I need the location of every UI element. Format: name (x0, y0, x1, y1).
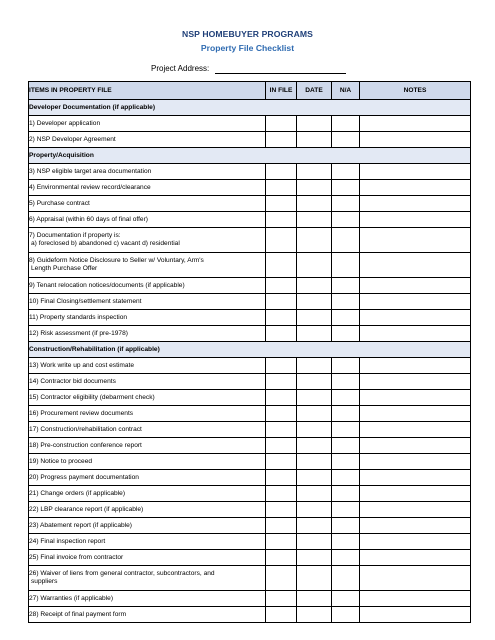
item-cell (29, 591, 266, 607)
notes-box[interactable] (360, 253, 471, 278)
item-sublabel: a) foreclosed b) abandoned c) vacant d) residential (31, 240, 180, 247)
in-file-box[interactable] (266, 164, 297, 180)
item-cell (29, 164, 266, 180)
notes-box[interactable] (360, 502, 471, 518)
date-box[interactable] (297, 550, 332, 566)
item-cell (29, 607, 266, 623)
date-box[interactable] (297, 180, 332, 196)
in-file-box[interactable] (266, 591, 297, 607)
checklist-body (29, 100, 471, 623)
item-cell (29, 566, 266, 591)
checklist-row (29, 180, 471, 196)
checklist-row (29, 196, 471, 212)
na-box[interactable] (332, 326, 360, 342)
item-cell (29, 422, 266, 438)
in-file-box[interactable] (266, 116, 297, 132)
item-label: 22) LBP clearance report (if applicable) (29, 505, 144, 513)
date-box[interactable] (297, 326, 332, 342)
notes-box[interactable] (360, 326, 471, 342)
item-label: 4) Environmental review record/clearance (29, 183, 151, 191)
in-file-box[interactable] (266, 550, 297, 566)
na-box[interactable] (332, 278, 360, 294)
notes-box[interactable] (360, 294, 471, 310)
checklist-row (29, 438, 471, 454)
na-box[interactable] (332, 566, 360, 591)
notes-box[interactable] (360, 196, 471, 212)
date-box[interactable] (297, 253, 332, 278)
item-label: 13) Work write up and cost estimate (29, 361, 135, 369)
item-label: 14) Contractor bid documents (29, 377, 116, 385)
notes-box[interactable] (360, 534, 471, 550)
in-file-box[interactable] (266, 294, 297, 310)
item-cell (29, 212, 266, 228)
na-box[interactable] (332, 228, 360, 253)
item-cell (29, 470, 266, 486)
column-header-items: ITEMS IN PROPERTY FILE (29, 82, 266, 100)
date-box[interactable] (297, 486, 332, 502)
na-box[interactable] (332, 454, 360, 470)
notes-box[interactable] (360, 518, 471, 534)
notes-box[interactable] (360, 486, 471, 502)
item-label: 12) Risk assessment (if pre-1978) (29, 329, 128, 337)
notes-box[interactable] (360, 132, 471, 148)
checklist-row (29, 116, 471, 132)
section-title: Developer Documentation (if applicable) (29, 100, 471, 116)
in-file-box[interactable] (266, 180, 297, 196)
in-file-box[interactable] (266, 374, 297, 390)
notes-box[interactable] (360, 374, 471, 390)
checklist-row (29, 310, 471, 326)
section-row (29, 342, 471, 358)
notes-box[interactable] (360, 470, 471, 486)
in-file-box[interactable] (266, 228, 297, 253)
na-box[interactable] (332, 390, 360, 406)
item-sublabel: suppliers (31, 578, 58, 585)
notes-box[interactable] (360, 438, 471, 454)
checklist-row (29, 470, 471, 486)
in-file-box[interactable] (266, 470, 297, 486)
item-cell (29, 326, 266, 342)
date-box[interactable] (297, 422, 332, 438)
notes-box[interactable] (360, 310, 471, 326)
notes-box[interactable] (360, 358, 471, 374)
item-cell (29, 518, 266, 534)
checklist-table (28, 81, 471, 623)
item-cell (29, 454, 266, 470)
na-box[interactable] (332, 310, 360, 326)
checklist-row (29, 502, 471, 518)
item-cell (29, 196, 266, 212)
item-label: 15) Contractor eligibility (debarment check) (29, 393, 155, 401)
column-header-na: N/A (332, 82, 360, 100)
checklist-row (29, 374, 471, 390)
item-label: 19) Notice to proceed (29, 457, 93, 465)
item-cell (29, 390, 266, 406)
na-box[interactable] (332, 294, 360, 310)
checklist-row (29, 550, 471, 566)
in-file-box[interactable] (266, 253, 297, 278)
notes-box[interactable] (360, 116, 471, 132)
item-label: 7) Documentation if property is: (29, 232, 121, 239)
in-file-box[interactable] (266, 566, 297, 591)
item-label: 10) Final Closing/settlement statement (29, 297, 142, 305)
checklist-row (29, 406, 471, 422)
checklist-row (29, 422, 471, 438)
na-box[interactable] (332, 116, 360, 132)
in-file-box[interactable] (266, 438, 297, 454)
item-sublabel: Length Purchase Offer (31, 265, 98, 272)
na-box[interactable] (332, 486, 360, 502)
checklist-row (29, 278, 471, 294)
item-cell (29, 278, 266, 294)
na-box[interactable] (332, 534, 360, 550)
section-title: Property/Acquisition (29, 148, 471, 164)
notes-box[interactable] (360, 406, 471, 422)
date-box[interactable] (297, 502, 332, 518)
in-file-box[interactable] (266, 358, 297, 374)
in-file-box[interactable] (266, 486, 297, 502)
na-box[interactable] (332, 180, 360, 196)
checklist-row (29, 164, 471, 180)
date-box[interactable] (297, 212, 332, 228)
item-cell (29, 253, 266, 278)
notes-box[interactable] (360, 180, 471, 196)
date-box[interactable] (297, 591, 332, 607)
na-box[interactable] (332, 358, 360, 374)
checklist-row (29, 228, 471, 253)
document-title: NSP HOMEBUYER PROGRAMS (182, 29, 313, 39)
item-label: 23) Abatement report (if applicable) (29, 521, 132, 529)
na-box[interactable] (332, 374, 360, 390)
date-box[interactable] (297, 438, 332, 454)
in-file-box[interactable] (266, 406, 297, 422)
item-cell (29, 550, 266, 566)
item-label: 5) Purchase contract (29, 199, 90, 207)
na-box[interactable] (332, 550, 360, 566)
document-subtitle: Property File Checklist (200, 43, 295, 53)
in-file-box[interactable] (266, 607, 297, 623)
in-file-box[interactable] (266, 310, 297, 326)
na-box[interactable] (332, 132, 360, 148)
item-label: 9) Tenant relocation notices/documents (if applicable) (29, 281, 185, 289)
item-label: 8) Guideform Notice Disclosure to Seller w/ Voluntary, Arm's (29, 257, 204, 264)
item-cell (29, 486, 266, 502)
item-label: 26) Waiver of liens from general contractor, subcontractors, and (29, 570, 215, 577)
item-label: 3) NSP eligible target area documentation (29, 167, 152, 175)
item-cell (29, 534, 266, 550)
in-file-box[interactable] (266, 454, 297, 470)
date-box[interactable] (297, 228, 332, 253)
checklist-row (29, 607, 471, 623)
na-box[interactable] (332, 253, 360, 278)
item-cell (29, 228, 266, 253)
checklist-row (29, 518, 471, 534)
item-label: 27) Warranties (if applicable) (29, 594, 114, 602)
in-file-box[interactable] (266, 518, 297, 534)
checklist-row (29, 132, 471, 148)
checklist-row (29, 294, 471, 310)
item-label: 28) Receipt of final payment form (29, 610, 127, 618)
na-box[interactable] (332, 212, 360, 228)
in-file-box[interactable] (266, 132, 297, 148)
item-cell (29, 374, 266, 390)
na-box[interactable] (332, 422, 360, 438)
na-box[interactable] (332, 502, 360, 518)
column-header-in-file: IN FILE (266, 82, 297, 100)
section-title: Construction/Rehabilitation (if applicable) (29, 342, 471, 358)
notes-box[interactable] (360, 228, 471, 253)
na-box[interactable] (332, 196, 360, 212)
item-cell (29, 502, 266, 518)
na-box[interactable] (332, 438, 360, 454)
na-box[interactable] (332, 591, 360, 607)
project-address-label: Project Address: (151, 64, 210, 73)
item-label: 25) Final invoice from contractor (29, 553, 124, 561)
item-label: 21) Change orders (if applicable) (29, 489, 126, 497)
date-box[interactable] (297, 607, 332, 623)
header-row (29, 82, 471, 100)
notes-box[interactable] (360, 607, 471, 623)
section-row (29, 100, 471, 116)
notes-box[interactable] (360, 550, 471, 566)
notes-box[interactable] (360, 212, 471, 228)
item-cell (29, 358, 266, 374)
date-box[interactable] (297, 470, 332, 486)
item-cell (29, 438, 266, 454)
date-box[interactable] (297, 534, 332, 550)
item-label: 17) Construction/rehabilitation contract (29, 425, 142, 433)
item-label: 24) Final inspection report (29, 537, 106, 545)
in-file-box[interactable] (266, 534, 297, 550)
notes-box[interactable] (360, 591, 471, 607)
na-box[interactable] (332, 406, 360, 422)
date-box[interactable] (297, 196, 332, 212)
date-box[interactable] (297, 358, 332, 374)
in-file-box[interactable] (266, 502, 297, 518)
item-cell (29, 132, 266, 148)
na-box[interactable] (332, 164, 360, 180)
na-box[interactable] (332, 518, 360, 534)
item-cell (29, 310, 266, 326)
date-box[interactable] (297, 390, 332, 406)
date-box[interactable] (297, 116, 332, 132)
date-box[interactable] (297, 454, 332, 470)
item-cell (29, 294, 266, 310)
date-box[interactable] (297, 164, 332, 180)
in-file-box[interactable] (266, 196, 297, 212)
notes-box[interactable] (360, 390, 471, 406)
date-box[interactable] (297, 518, 332, 534)
notes-box[interactable] (360, 454, 471, 470)
item-cell (29, 116, 266, 132)
checklist-row (29, 358, 471, 374)
in-file-box[interactable] (266, 390, 297, 406)
date-box[interactable] (297, 374, 332, 390)
checklist-row (29, 390, 471, 406)
item-label: 11) Property standards inspection (29, 313, 128, 321)
date-box[interactable] (297, 406, 332, 422)
checklist-row (29, 326, 471, 342)
item-cell (29, 180, 266, 196)
date-box[interactable] (297, 310, 332, 326)
date-box[interactable] (297, 294, 332, 310)
in-file-box[interactable] (266, 422, 297, 438)
na-box[interactable] (332, 470, 360, 486)
notes-box[interactable] (360, 164, 471, 180)
column-header-notes: NOTES (360, 82, 471, 100)
project-address-field[interactable] (215, 73, 346, 74)
na-box[interactable] (332, 607, 360, 623)
date-box[interactable] (297, 566, 332, 591)
item-cell (29, 406, 266, 422)
checklist-row (29, 566, 471, 591)
notes-box[interactable] (360, 422, 471, 438)
in-file-box[interactable] (266, 278, 297, 294)
checklist-row (29, 212, 471, 228)
column-header-date: DATE (297, 82, 332, 100)
item-label: 6) Appraisal (within 60 days of final offer) (29, 215, 148, 223)
section-row (29, 148, 471, 164)
checklist-row (29, 486, 471, 502)
item-label: 20) Progress payment documentation (29, 473, 139, 481)
checklist-row (29, 591, 471, 607)
in-file-box[interactable] (266, 326, 297, 342)
in-file-box[interactable] (266, 212, 297, 228)
checklist-row (29, 253, 471, 278)
checklist-row (29, 454, 471, 470)
date-box[interactable] (297, 278, 332, 294)
item-label: 1) Developer application (29, 119, 101, 127)
date-box[interactable] (297, 132, 332, 148)
item-label: 2) NSP Developer Agreement (29, 135, 116, 143)
item-label: 18) Pre-construction conference report (29, 441, 142, 449)
item-label: 16) Procurement review documents (29, 409, 134, 417)
notes-box[interactable] (360, 278, 471, 294)
notes-box[interactable] (360, 566, 471, 591)
checklist-row (29, 534, 471, 550)
